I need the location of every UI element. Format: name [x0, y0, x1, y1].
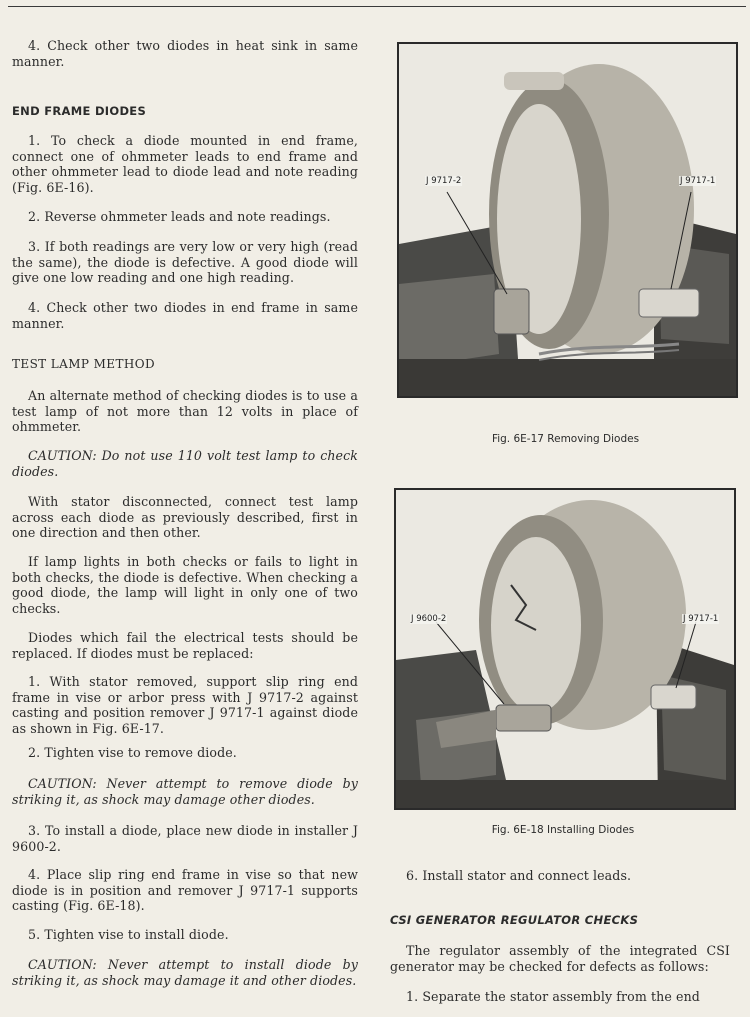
- heading-end-frame-diodes: END FRAME DIODES: [12, 104, 147, 118]
- paragraph-end-frame-step3: 3. If both readings are very low or very high (read the same), the diode is defective. A good diode will give one low reading and one high reading.: [12, 239, 358, 286]
- heading-test-lamp-method: TEST LAMP METHOD: [12, 357, 155, 371]
- paragraph-end-frame-step2: 2. Reverse ohmmeter leads and note readings.: [28, 209, 331, 224]
- paragraph-replace-step3: 3. To install a diode, place new diode in installer J 9600-2.: [12, 823, 358, 854]
- paragraph-lamp-lights: If lamp lights in both checks or fails to light in both checks, the diode is defective. When checking a good diode, the lamp will light in only one of two checks.: [12, 554, 358, 616]
- paragraph-replace-step2: 2. Tighten vise to remove diode.: [28, 745, 237, 760]
- installing-diodes-illustration: [396, 490, 734, 808]
- fig18-label-j9717-1: J 9717-1: [683, 614, 719, 624]
- paragraph-replace-step1: 1. With stator removed, support slip ring end frame in vise or arbor press with J 9717-2 against casting and position remover J 9717-1 against diode as shown in Fig. 6E-17.: [12, 674, 358, 736]
- fig17-label-j9717-2: J 9717-2: [426, 176, 462, 186]
- paragraph-end-frame-step4: 4. Check other two diodes in end frame in same manner.: [12, 300, 358, 331]
- paragraph-csi-intro: The regulator assembly of the integrated CSI generator may be checked for defects as follows:: [390, 943, 730, 974]
- figure-6e-18-photo: [394, 488, 736, 810]
- caution-remove-diode: CAUTION: Never attempt to remove diode by striking it, as shock may damage other diodes.: [12, 776, 358, 807]
- paragraph-end-frame-step1: 1. To check a diode mounted in end frame, connect one of ohmmeter leads to end frame and other ohmmeter lead to diode lead and note reading (Fig. 6E-16).: [12, 133, 358, 195]
- paragraph-check-heat-sink: 4. Check other two diodes in heat sink in same manner.: [12, 38, 358, 69]
- paragraph-replace-step4: 4. Place slip ring end frame in vise so that new diode is in position and remover J 9717-1 supports casting (Fig. 6E-18).: [12, 867, 358, 914]
- figure-6e-17-caption: Fig. 6E-17 Removing Diodes: [491, 433, 640, 445]
- paragraph-stator-disconnected: With stator disconnected, connect test lamp across each diode as previously described, first in one direction and then other.: [12, 494, 358, 541]
- paragraph-replace-diodes: Diodes which fail the electrical tests should be replaced. If diodes must be replaced:: [12, 630, 358, 661]
- heading-csi-regulator-checks: CSI GENERATOR REGULATOR CHECKS: [390, 913, 639, 927]
- paragraph-csi-step1: 1. Separate the stator assembly from the end: [406, 989, 700, 1004]
- figure-6e-18-caption: Fig. 6E-18 Installing Diodes: [491, 824, 635, 836]
- paragraph-replace-step5: 5. Tighten vise to install diode.: [28, 927, 229, 942]
- caution-install-diode: CAUTION: Never attempt to install diode by striking it, as shock may damage it and other diodes.: [12, 957, 358, 988]
- figure-6e-17-photo: [397, 42, 738, 398]
- top-rule: [8, 6, 746, 7]
- paragraph-install-stator: 6. Install stator and connect leads.: [406, 868, 632, 883]
- fig18-label-j9600-2: J 9600-2: [411, 614, 447, 624]
- removing-diodes-illustration: [399, 44, 736, 396]
- caution-110-volt: CAUTION: Do not use 110 volt test lamp to check diodes.: [12, 448, 358, 479]
- fig17-label-j9717-1: J 9717-1: [680, 176, 716, 186]
- paragraph-test-lamp-intro: An alternate method of checking diodes is to use a test lamp of not more than 12 volts in place of ohmmeter.: [12, 388, 358, 435]
